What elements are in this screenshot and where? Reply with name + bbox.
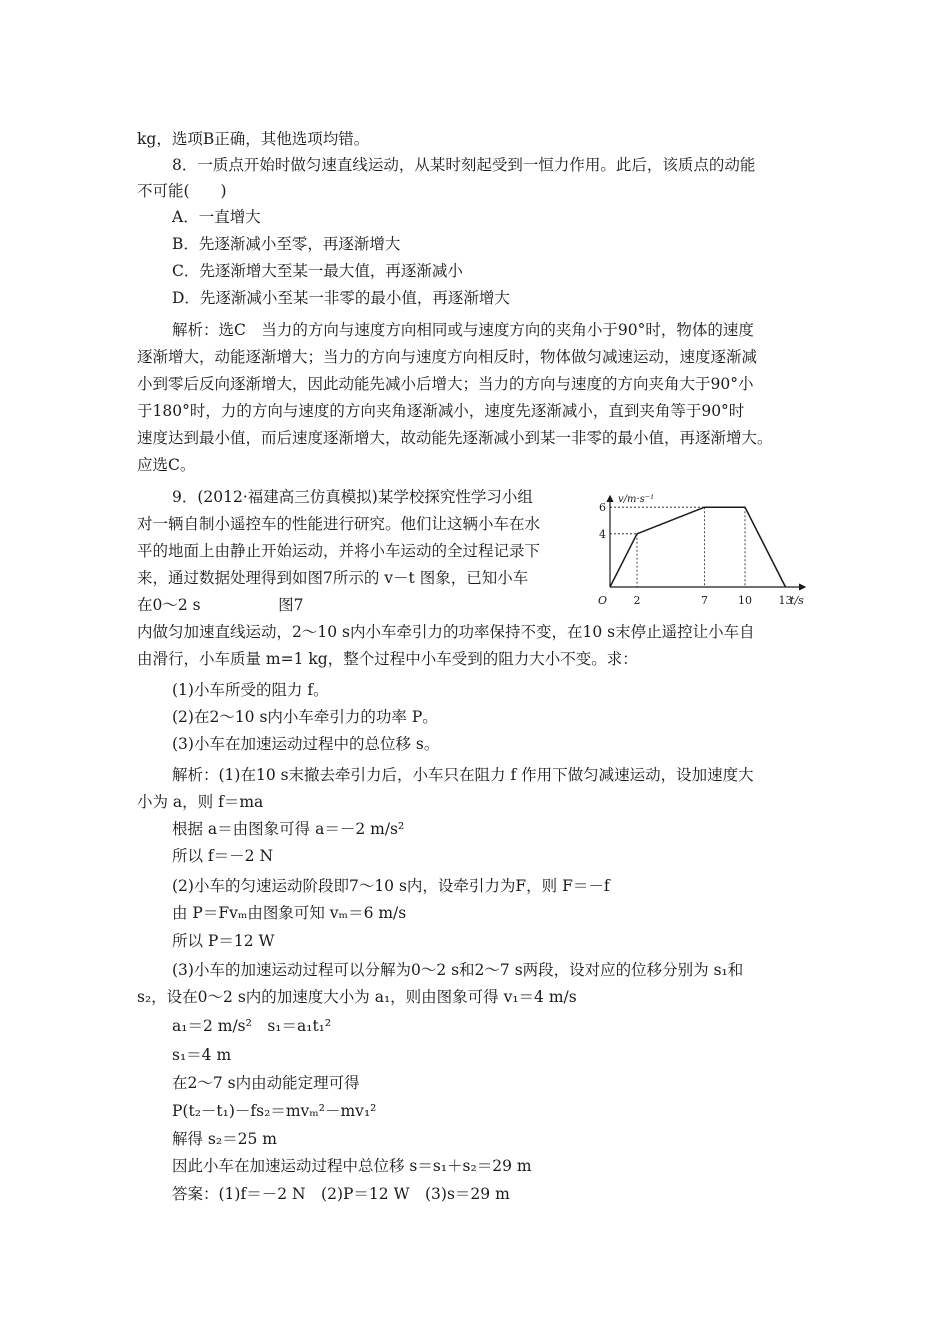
analysis-9-cont: (2)小车的匀速运动阶段即7～10 s内，设牵引力为F，则 F＝－f: [172, 877, 610, 895]
question-9-stem-cont: 由滑行，小车质量 m=1 kg，整个过程中小车受到的阻力大小不变。求：: [137, 650, 638, 668]
answer-line: 答案：(1)f＝－2 N (2)P＝12 W (3)s＝29 m: [172, 1185, 510, 1203]
analysis-8-cont: 小到零后反向逐渐增大，因此动能先减小后增大；当力的方向与速度的方向夹角大于90°小: [137, 375, 754, 393]
analysis-8: 解析：选C 当力的方向与速度方向相同或与速度方向的夹角小于90°时，物体的速度: [172, 321, 754, 339]
x-axis-label: t/s: [790, 594, 804, 607]
sub-question-3: (3)小车在加速运动过程中的总位移 s。: [172, 735, 440, 753]
analysis-9-cont: 由 P＝Fvₘ由图象可知 vₘ＝6 m/s: [172, 904, 407, 922]
question-9-stem-cont: 平的地面上由静止开始运动，并将小车运动的全过程记录下: [137, 542, 541, 560]
y-axis-label: v/m·s⁻¹: [618, 494, 655, 505]
text-line: kg，选项B正确，其他选项均错。: [137, 130, 370, 148]
question-9-stem-cont: 来，通过数据处理得到如图7所示的 v－t 图象，已知小车: [137, 569, 529, 587]
origin-label: O: [598, 594, 608, 607]
analysis-9-cont: s₂，设在0～2 s内的加速度大小为 a₁，则由图象可得 v₁＝4 m/s: [137, 988, 577, 1006]
option-b: B．先逐渐减小至零，再逐渐增大: [172, 235, 401, 253]
question-8-stem-cont: 不可能( ): [137, 182, 227, 200]
x-tick-label: 7: [701, 594, 708, 607]
question-9-stem-cont: 内做匀加速直线运动，2～10 s内小车牵引力的功率保持不变，在10 s末停止遥控让小车自: [137, 623, 755, 641]
analysis-9-cont: 所以 f＝－2 N: [172, 847, 274, 865]
x-tick-label: 10: [738, 594, 752, 607]
formula-line: 解得 s₂＝25 m: [172, 1130, 277, 1148]
analysis-9-cont: 在2～7 s内由动能定理可得: [172, 1074, 360, 1092]
formula-line: P(t₂－t₁)－fs₂＝mvₘ²－mv₁²: [172, 1102, 377, 1120]
question-8-stem: 8．一质点开始时做匀速直线运动，从某时刻起受到一恒力作用。此后，该质点的动能: [172, 156, 756, 174]
x-tick-label: 13: [778, 594, 793, 607]
option-c: C．先逐渐增大至某一最大值，再逐渐减小: [172, 262, 463, 280]
question-9-stem: 9．(2012·福建高三仿真模拟)某学校探究性学习小组: [172, 488, 533, 506]
series-line: [610, 507, 786, 587]
analysis-9-cont: (3)小车的加速运动过程可以分解为0～2 s和2～7 s两段，设对应的位移分别为 s₁和: [172, 961, 744, 979]
analysis-9-cont: 所以 P＝12 W: [172, 932, 275, 950]
analysis-8-cont: 应选C。: [137, 456, 196, 474]
sub-question-1: (1)小车所受的阻力 f。: [172, 681, 329, 699]
vt-graph: [590, 490, 820, 615]
formula-line: s₁＝4 m: [172, 1046, 232, 1064]
option-a: A．一直增大: [172, 208, 261, 226]
analysis-9-cont: 因此小车在加速运动过程中总位移 s＝s₁＋s₂＝29 m: [172, 1157, 532, 1175]
sub-question-2: (2)在2～10 s内小车牵引力的功率 P。: [172, 708, 438, 726]
analysis-9-cont: 小为 a，则 f＝ma: [137, 793, 264, 811]
formula-line: a₁＝2 m/s² s₁＝a₁t₁²: [172, 1017, 332, 1035]
analysis-8-cont: 速度达到最小值，而后速度逐渐增大，故动能先逐渐减小到某一非零的最小值，再逐渐增大。: [137, 429, 773, 447]
analysis-9: 解析：(1)在10 s末撤去牵引力后，小车只在阻力 f 作用下做匀减速运动，设加速度大: [172, 766, 754, 784]
y-tick-label: 4: [599, 527, 606, 541]
question-9-stem-cont: 对一辆自制小遥控车的性能进行研究。他们让这辆小车在水: [137, 515, 541, 533]
y-tick-label: 6: [599, 501, 606, 515]
analysis-9-cont: 根据 a＝由图象可得 a＝－2 m/s²: [172, 820, 405, 838]
question-9-stem-cont: 在0～2 s 图7: [137, 596, 304, 614]
analysis-8-cont: 于180°时，力的方向与速度的方向夹角逐渐减小，速度先逐渐减小，直到夹角等于90°时: [137, 402, 745, 420]
analysis-8-cont: 逐渐增大，动能逐渐增大；当力的方向与速度方向相反时，物体做匀减速运动，速度逐渐减: [137, 348, 758, 366]
option-d: D．先逐渐减小至某一非零的最小值，再逐渐增大: [172, 289, 510, 307]
x-tick-label: 2: [633, 594, 641, 607]
